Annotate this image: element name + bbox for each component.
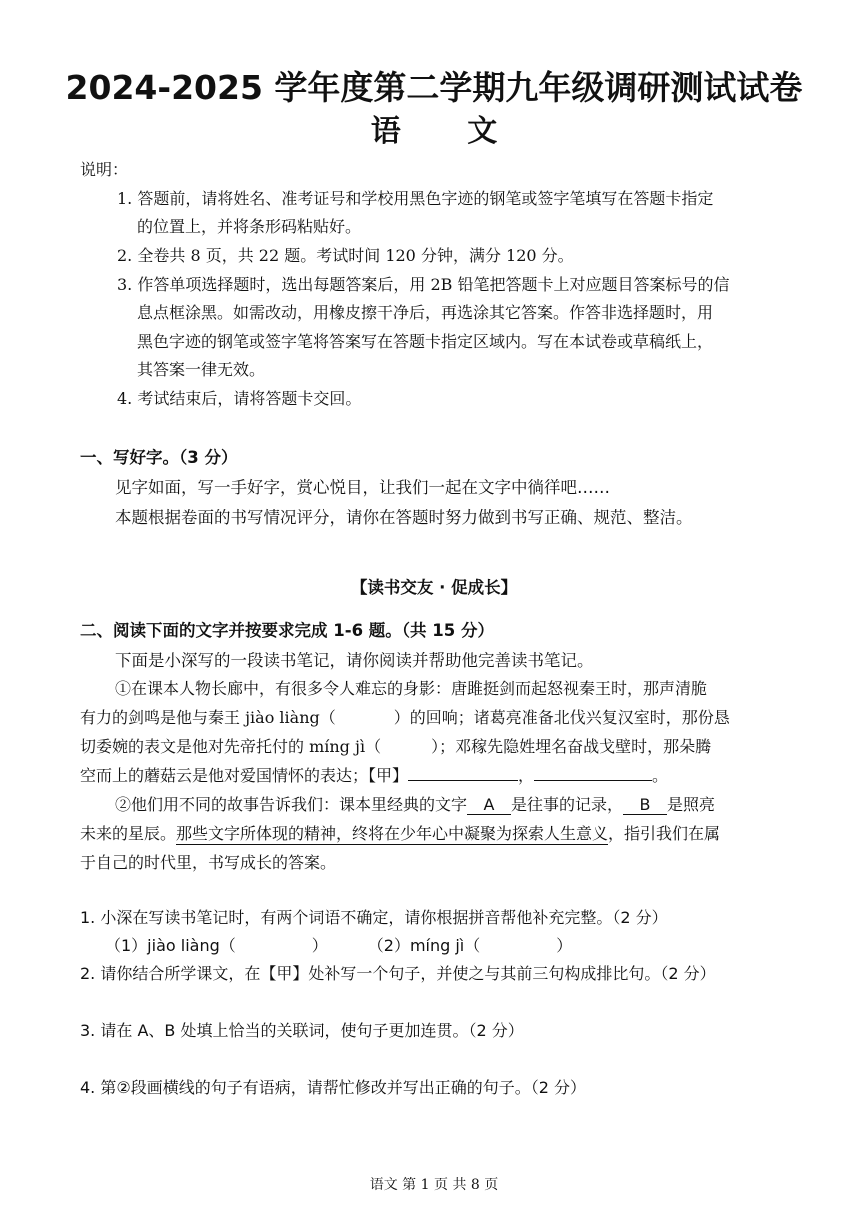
q1-part-b: （2）míng jì（ (367, 936, 481, 955)
blank-b: B (623, 795, 667, 815)
instruction-line: 的位置上，并将条形码粘贴好。 (137, 217, 362, 236)
passage-text: ②他们用不同的故事告诉我们：课本里经典的文字 (115, 795, 468, 814)
subject-title: 语 文 (370, 114, 526, 149)
question-4: 4. 第②段画横线的句子有语病，请帮忙修改并写出正确的句子。（2 分） (80, 1078, 586, 1097)
question-3: 3. 请在 A、B 处填上恰当的关联词，使句子更加连贯。（2 分） (80, 1021, 524, 1040)
instruction-line: 3. 作答单项选择题时，选出每题答案后，用 2B 铅笔把答题卡上对应题目答案标号的信 (117, 275, 730, 294)
passage-text: ）的回响；诸葛亮准备北伐兴复汉室时，那份恳 (393, 708, 730, 727)
instruction-line: 2. 全卷共 8 页，共 22 题。考试时间 120 分钟，满分 120 分。 (117, 246, 574, 265)
passage-text: 是往事的记录， (511, 795, 624, 814)
underlined-sentence: 那些文字所体现的精神，终将在少年心中凝聚为探索人生意义 (176, 824, 609, 843)
question-1-parts (105, 933, 572, 956)
q1-part-b-end: ） (556, 936, 573, 955)
passage-text: ， (518, 766, 535, 785)
jia-blank-1 (408, 764, 518, 781)
passage-line (80, 821, 720, 844)
instruction-line: 其答案一律无效。 (137, 360, 266, 379)
instructions-label: 说明： (80, 160, 129, 179)
instruction-line: 1. 答题前，请将姓名、准考证号和学校用黑色字迹的钢笔或签字笔填写在答题卡指定 (117, 189, 714, 208)
section-banner: 【读书交友 · 促成长】 (350, 578, 518, 597)
passage-line (80, 734, 711, 757)
passage-text: 。 (652, 766, 669, 785)
passage-text: 未来的星辰。 (80, 824, 177, 843)
passage-line: 于自己的时代里，书写成长的答案。 (80, 853, 337, 872)
passage-line (80, 763, 668, 786)
instruction-line: 息点框涂黑。如需改动，用橡皮擦干净后，再选涂其它答案。作答非选择题时，用 (137, 303, 714, 322)
passage-line (80, 705, 730, 728)
question-1: 1. 小深在写读书笔记时，有两个词语不确定，请你根据拼音帮他补充完整。（2 分） (80, 908, 668, 927)
exam-title: 2024-2025 学年度第二学期九年级调研测试试卷 (65, 68, 803, 107)
passage-line: ①在课本人物长廊中，有很多令人难忘的身影：唐雎挺剑而起怒视秦王时，那声清脆 (115, 679, 708, 698)
passage-text: ）；邓稼先隐姓埋名奋战戈壁时，那朵腾 (431, 737, 712, 756)
passage-text: 切委婉的表文是他对先帝托付的 míng jì（ (80, 737, 382, 756)
instruction-line: 黑色字迹的钢笔或签字笔将答案写在答题卡指定区域内。写在本试卷或草稿纸上， (137, 332, 714, 351)
question-2: 2. 请你结合所学课文，在【甲】处补写一个句子，并使之与其前三句构成排比句。（2 分） (80, 964, 716, 983)
q1-part-a: （1）jiào liàng（ (105, 936, 236, 955)
blank-a: A (467, 795, 511, 815)
page-footer: 语文 第 1 页 共 8 页 (369, 1177, 499, 1193)
q1-part-a-end: ） (311, 936, 328, 955)
passage-text: ，指引我们在属 (608, 824, 721, 843)
passage-text: 是照亮 (667, 795, 716, 814)
passage-text: 空而上的蘑菇云是他对爱国情怀的表达；【甲】 (80, 766, 409, 785)
section2-heading: 二、阅读下面的文字并按要求完成 1-6 题。（共 15 分） (80, 621, 494, 640)
instruction-line: 4. 考试结束后，请将答题卡交回。 (117, 389, 362, 408)
jia-blank-2 (534, 764, 652, 781)
section2-intro: 下面是小深写的一段读书笔记，请你阅读并帮助他完善读书笔记。 (115, 651, 594, 670)
passage-text: 有力的剑鸣是他与秦王 jiào liàng（ (80, 708, 336, 727)
section1-line: 本题根据卷面的书写情况评分，请你在答题时努力做到书写正确、规范、整洁。 (115, 508, 693, 527)
section1-line: 见字如面，写一手好字，赏心悦目，让我们一起在文字中徜徉吧…… (115, 478, 610, 497)
passage-line (115, 792, 715, 815)
section1-heading: 一、写好字。（3 分） (80, 448, 238, 467)
